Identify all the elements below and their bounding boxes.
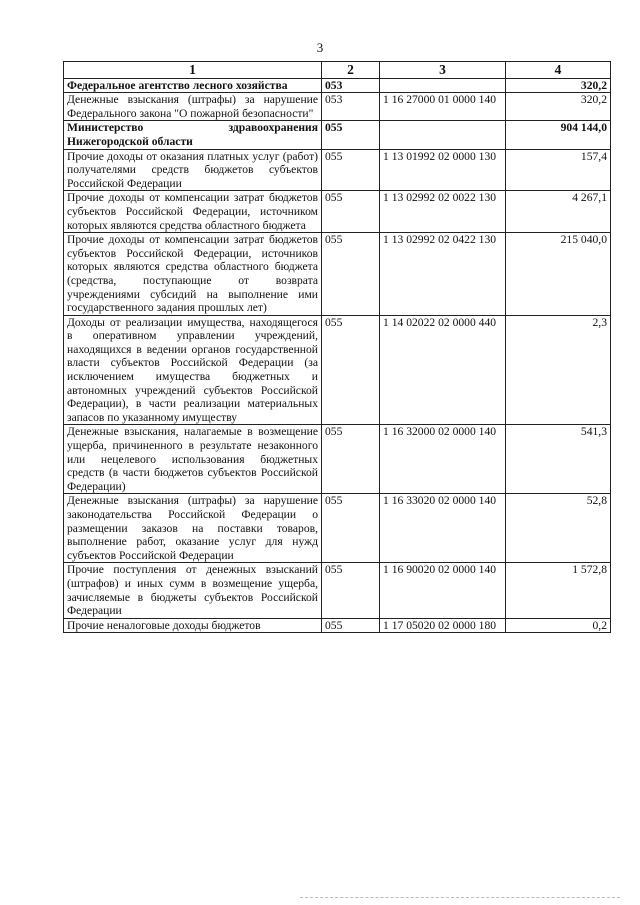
row-name: Прочие доходы от компенсации затрат бюджетов субъектов Российской Федерации, источником которых являются средства областного бюджета xyxy=(64,191,322,233)
row-name: Денежные взыскания, налагаемые в возмещение ущерба, причиненного в результате незаконного или нецелевого использования бюджетных средств (в части бюджетов субъектов Российской Федерации) xyxy=(64,425,322,494)
row-name: Прочие доходы от компенсации затрат бюджетов субъектов Российской Федерации, источников которых являются средства областного бюджета (средства, поступающие от возврата учреждениями субсидий на выполнение ими государственного задания прошлых лет) xyxy=(64,233,322,316)
row-amount: 0,2 xyxy=(506,618,611,633)
row-admin-code: 055 xyxy=(322,191,380,233)
row-name: Прочие неналоговые доходы бюджетов xyxy=(64,618,322,633)
row-budget-code xyxy=(380,121,506,149)
row-admin-code: 055 xyxy=(322,315,380,425)
row-budget-code xyxy=(380,78,506,93)
row-budget-code: 1 16 90020 02 0000 140 xyxy=(380,563,506,618)
table-row xyxy=(64,78,611,93)
table-row xyxy=(64,149,611,191)
table-row xyxy=(64,425,611,494)
row-budget-code: 1 17 05020 02 0000 180 xyxy=(380,618,506,633)
page-bottom-edge xyxy=(300,897,620,900)
row-admin-code: 053 xyxy=(322,78,380,93)
row-budget-code: 1 13 02992 02 0022 130 xyxy=(380,191,506,233)
table-row xyxy=(64,315,611,425)
table-row xyxy=(64,563,611,618)
table-row xyxy=(64,93,611,121)
row-name: Доходы от реализации имущества, находящегося в оперативном управлении учреждений, находящихся в ведении органов государственной власти субъектов Российской Федерации (за исключением имущества бюджетных и автономных учреждений субъектов Российской Федерации), в части реализации материальных запасов по указанному имуществу xyxy=(64,315,322,425)
budget-income-table xyxy=(63,61,611,633)
row-admin-code: 055 xyxy=(322,233,380,316)
table-header-row xyxy=(64,62,611,79)
row-amount: 320,2 xyxy=(506,93,611,121)
row-admin-code: 053 xyxy=(322,93,380,121)
row-name: Денежные взыскания (штрафы) за нарушение Федерального закона "О пожарной безопасности" xyxy=(64,93,322,121)
row-admin-code: 055 xyxy=(322,618,380,633)
row-budget-code: 1 13 02992 02 0422 130 xyxy=(380,233,506,316)
row-name: Прочие поступления от денежных взысканий (штрафов) и иных сумм в возмещение ущерба, зачисляемые в бюджеты субъектов Российской Федерации xyxy=(64,563,322,618)
row-admin-code: 055 xyxy=(322,494,380,563)
row-name: Денежные взыскания (штрафы) за нарушение законодательства Российской Федерации о размещении заказов на поставки товаров, выполнение работ, оказание услуг для нужд субъектов Российской Федерации xyxy=(64,494,322,563)
row-amount: 1 572,8 xyxy=(506,563,611,618)
row-budget-code: 1 14 02022 02 0000 440 xyxy=(380,315,506,425)
row-admin-code: 055 xyxy=(322,425,380,494)
column-header-code: 3 xyxy=(380,62,506,79)
page-number: 3 xyxy=(316,40,324,55)
row-budget-code: 1 16 33020 02 0000 140 xyxy=(380,494,506,563)
row-amount: 4 267,1 xyxy=(506,191,611,233)
row-amount: 904 144,0 xyxy=(506,121,611,149)
row-amount: 2,3 xyxy=(506,315,611,425)
row-amount: 157,4 xyxy=(506,149,611,191)
column-header-name: 1 xyxy=(64,62,322,79)
table-row xyxy=(64,233,611,316)
row-amount: 541,3 xyxy=(506,425,611,494)
row-admin-code: 055 xyxy=(322,149,380,191)
row-name: Министерство здравоохранения Нижегородской области xyxy=(64,121,322,149)
row-name: Прочие доходы от оказания платных услуг (работ) получателями средств бюджетов субъектов Российской Федерации xyxy=(64,149,322,191)
row-admin-code: 055 xyxy=(322,121,380,149)
row-amount: 215 040,0 xyxy=(506,233,611,316)
row-budget-code: 1 16 32000 02 0000 140 xyxy=(380,425,506,494)
column-header-amount: 4 xyxy=(506,62,611,79)
row-amount: 320,2 xyxy=(506,78,611,93)
row-budget-code: 1 13 01992 02 0000 130 xyxy=(380,149,506,191)
column-header-admin: 2 xyxy=(322,62,380,79)
row-amount: 52,8 xyxy=(506,494,611,563)
row-budget-code: 1 16 27000 01 0000 140 xyxy=(380,93,506,121)
row-admin-code: 055 xyxy=(322,563,380,618)
table-row xyxy=(64,191,611,233)
table-row xyxy=(64,618,611,633)
table-row xyxy=(64,121,611,149)
row-name: Федеральное агентство лесного хозяйства xyxy=(64,78,322,93)
table-row xyxy=(64,494,611,563)
